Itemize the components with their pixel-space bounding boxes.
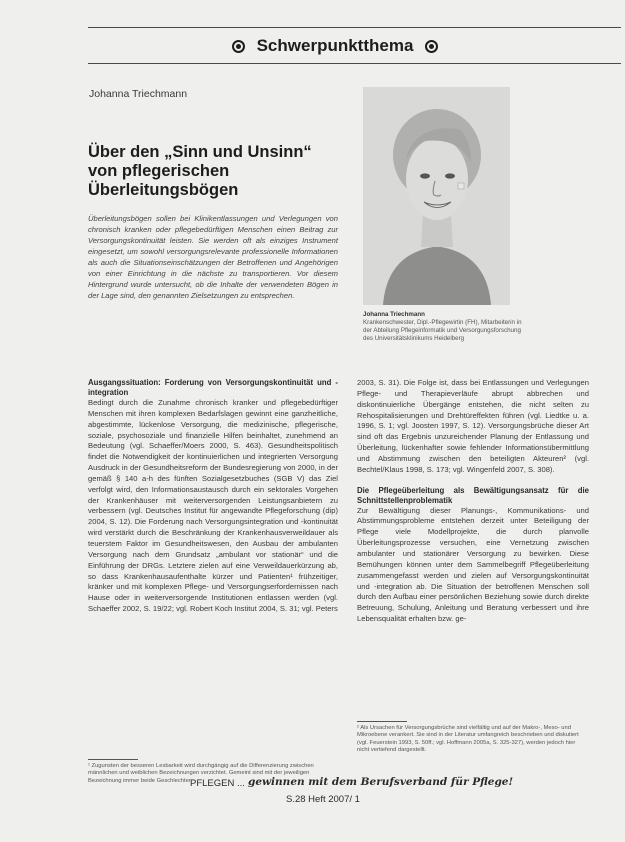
right-body-text-1: 2003, S. 31). Die Folge ist, dass bei Entlassungen und Verlegungen Pflege- und Therapieverläufe abrupt abbrechen und diskontinuierliche Übergänge entstehen, die nicht selten zu Rehospitalisierungen und Drehtüreffekten führen (vgl. Liedtke u. a. 1996, S. 1; vgl. Joosten 1997, S. 12). Versorgungsbrüche dieser Art sind oft das Ergebnis unzureichender Planung der Entlassung und Überleitung, lückenhafter sowie fehlender Informationsübermittlung und Abstimmung zwischen den beteiligten Akteuren² (vgl. Bechtel/Klaus 1998, S. 173; vgl. Wingenfeld 2007, S. 308). [357,378,589,474]
footer-issue: S.28 Heft 2007/ 1 [286,794,360,805]
left-section-heading: Ausgangssituation: Forderung von Versorgungskontinuität und -integration [88,378,338,397]
footer-slogan: gewinnen mit dem Berufsverband für Pflege! [248,776,514,788]
portrait-image [363,87,510,305]
footer-publication: PFLEGEN ... [190,778,245,789]
left-footnote: ¹ Zugunsten der besseren Lesbarkeit wird durchgängig auf die Differenzierung zwischen männlichen und weiblichen Bezeichnungen verzichtet. Gemeint sind mit der jeweiligen Bezeichnung immer beide Geschlechter. [88,763,314,784]
author-photo [363,87,510,305]
left-column [88,378,338,615]
target-icon [232,40,245,53]
photo-caption [363,311,523,343]
left-footnote-rule [88,759,138,760]
caption-text: Krankenschwester, Dipl.-Pflegewirtin (FH), Mitarbeiterin in der Abteilung Pflegeinformatik und Versorgungsforschung des Universitätsklinikums Heidelberg [363,319,522,342]
article-title: Über den „Sinn und Unsinn“ von pflegerischen Überleitungsbögen [88,143,312,199]
right-body-text-2: Zur Bewältigung dieser Planungs-, Kommunikations- und Abstimmungsprobleme entstehen derzeit unter Beteiligung der Pflege viele Modellprojekte, die durch planvolle Überleitungsprozesse versuchen, eine Vernetzung zwischen ambulanter und stationärer Versorgung zu bewirken. Diese Bemühungen können unter dem Sammelbegriff Pflegeüberleitung zusammengefasst werden und zielen auf Versorgungskontinuität und -integration ab. Die Situation der betroffenen Menschen soll durch den Aufbau einer persönlichen Beziehung sowie durch direkte Betreuung, Schulung, Anleitung und Beratung verbessert und ihre Lebensqualität erhalten bzw. ge- [357,505,589,624]
header-top-rule [88,27,621,28]
target-icon [425,40,438,53]
right-footnote: ² Als Ursachen für Versorgungsbrüche sind vielfältig und auf der Makro-, Meso- und Mikroebene verankert. Sie sind in der Literatur umfangreich beschrieben und diskutiert (vgl. Feuerstein 1993, S. 50ff.; vgl. Hoffmann 2005a, S. 325-327), werden jedoch hier nicht vertiefend dargestellt. [357,725,579,754]
section-header [200,34,470,58]
left-body-text: Bedingt durch die Zunahme chronisch kranker und pflegebedürftiger Menschen mit ihren komplexen Bedarfslagen gewinnt eine ganzheitliche, abgestimmte, lückenlose Versorgung, die medizinische, pflegerische, soziale, psychosoziale und finanzielle Hilfen beinhaltet, zunehmend an Bedeutung (vgl. Schaeffer/Moers 2000, S. 463). Gesundheitspolitisch findet die Notwendigkeit der kontinuierlichen und integrierten Versorgung Ausdruck in der Gesundheitsreform der Bundesregierung von 2000, in der gemäß § 140 a-h des fünften Sozialgesetzbuches (SGB V) das Ziel verfolgt wird, den Informationsaustausch durch ein sektorales Vorgehen der Krankenhäuser mit weiterversorgenden Leistungsanbietern zu verbessern (vgl. Deutsches Institut für angewandte Pflegeforschung (dip) 2004, S. 12). Die Forderung nach Versorgungsintegration und -kontinuität wird verstärkt durch die Beschränkung der Krankenhausverweildauer als teuerstem Faktor im Gesundheitswesen, den Ausbau der ambulanten Versorgung nach dem Grundsatz „ambulant vor stationär“ und die Einführung der DRGs. Letztere zielen auf eine Verweildauerkürzung ab, so dass Krankenhausaufenthalte kürzer und Patienten¹ frühzeitiger, kränker und mit komplexen Pflege- und Versorgungserfordernissen nach Hause oder in weiterversorgende Institutionen entlassen werden (vgl. Schaeffer 2002, S. 19/22; vgl. Robert Koch Institut 2004, S. 31; vgl. Peters [88,398,338,614]
right-section-heading: Die Pflegeüberleitung als Bewältigungsansatz für die Schnittstellenproblematik [357,485,589,505]
caption-name: Johanna Triechmann [363,311,425,318]
author-name: Johanna Triechmann [89,88,188,100]
right-column [357,378,589,625]
header-bottom-rule [88,63,621,64]
article-abstract: Überleitungsbögen sollen bei Klinikentlassungen und Verlegungen von chronisch kranken oder pflegebedürftigen Menschen einen Beitrag zur Versorgungskontinuität leisten. Sie werden oft als einziges Instrument eingesetzt, um sowohl versorgungsrelevante professionelle Informationen als auch die Situationseinschätzungen der Betroffenen und Angehörigen von einer Einrichtung in die nächste zu transportieren. Vor diesem Hintergrund wurde untersucht, ob die Inhalte der verwendeten Bögen in der Lage sind, den genannten Zielsetzungen zu entsprechen. [88,214,338,301]
right-footnote-rule [357,721,407,722]
section-title: Schwerpunktthema [256,36,414,55]
